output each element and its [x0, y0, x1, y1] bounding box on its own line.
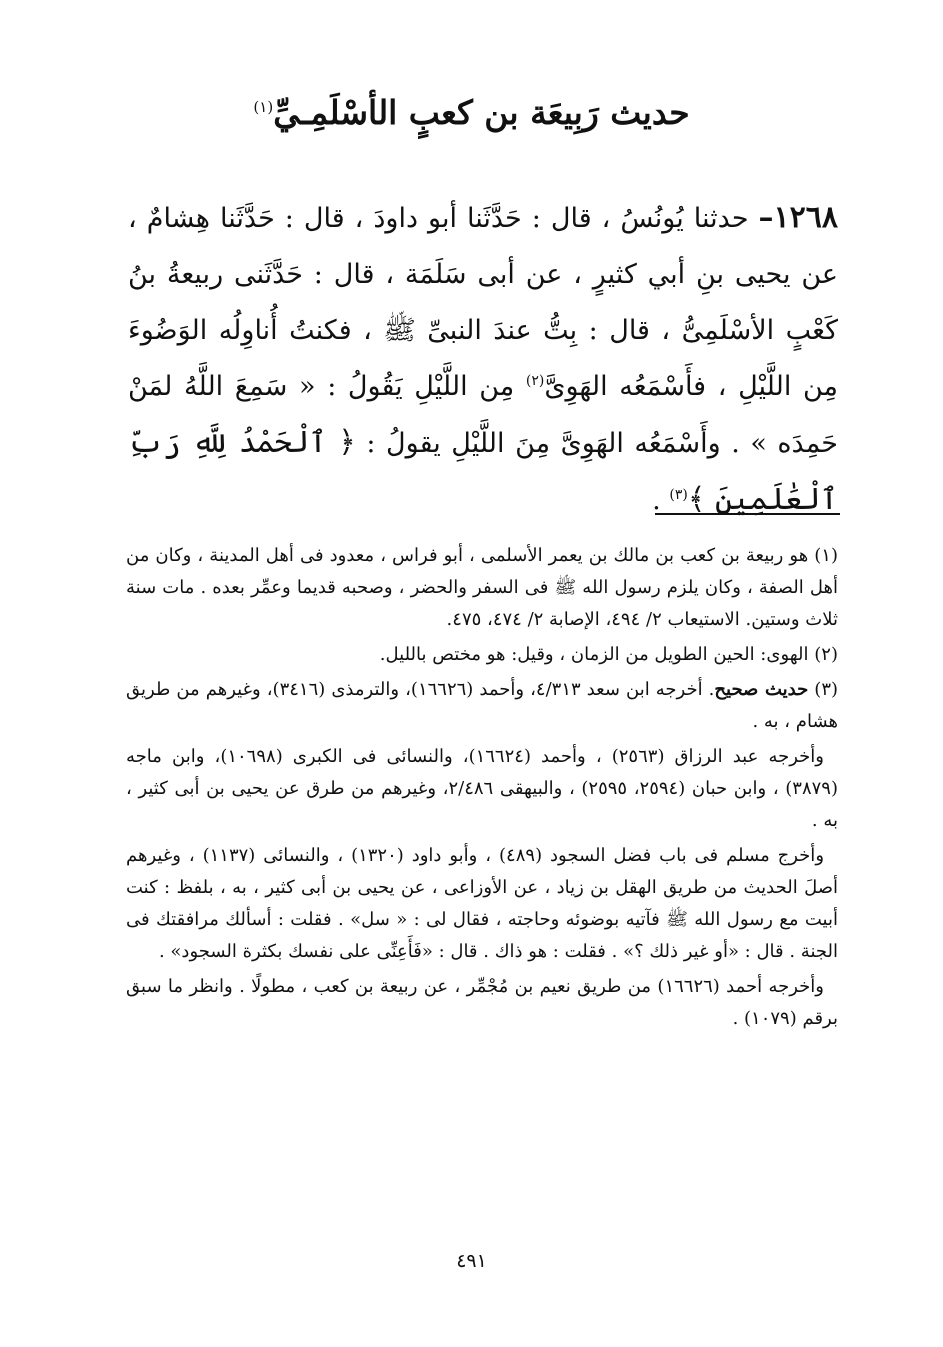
footnote-3-paragraph-b: وأخرج مسلم فى باب فضل السجود (٤٨٩) ، وأبو داود (١٣٢٠) ، والنسائى (١١٣٧) ، وغيرهم أصلَ الحديث من طريق الهقل بن زياد ، عن الأوزاعى ، عن يحيى بن أبى كثير ، به ، بلفظ : كنت أبيت مع رسول الله ﷺ فآتيه بوضوئه وحاجته ، فقال لى : « سل» . فقلت : أسألك مرافقتك فى الجنة . قال : «أو غير ذلك ؟» . فقلت : هو ذاك . قال : «فَأَعِنِّى على نفسك بكثرة السجود» .	[126, 845, 838, 962]
title-text: حديث رَبِيعَة بن كعبٍ الأسْلَمِـيِّ	[273, 93, 690, 132]
page-number: ٤٩١	[456, 1250, 487, 1272]
hadith-text-part-b: مِن اللَّيْلِ يَقُولُ : « سَمِعَ اللَّهُ لمَنْ حَمِدَه » . وأَسْمَعُه الهَوِىَّ مِنَ اللَّيْلِ يقولُ :	[128, 371, 838, 459]
footnote-3-text: . أخرجه ابن سعد ٤/٣١٣، وأحمد (١٦٦٢٦)، والترمذى (٣٤١٦)، وغيرهم من طريق هشام ، به .	[126, 679, 838, 732]
footnote-2: (٢) الهوى: الحين الطويل من الزمان ، وقيل: هو مختص بالليل.	[379, 644, 838, 665]
hadith-text	[128, 190, 838, 529]
page-title	[120, 82, 823, 138]
hadith-text-part-a: حدثنا يُونُسُ ، قال : حَدَّثَنا أبو داودَ ، قال : حَدَّثَنا هِشامٌ ، عن يحيى بنِ أبي كثيرٍ ، عن أبى سَلَمَة ، قال : حَدَّثَنى ربيعةُ بنُ كَعْبٍ الأسْلَمِىُّ ، قال : بِتُّ عندَ النبىِّ ﷺ ، فكنتُ أُناوِلُه الوَضُوءَ مِن اللَّيْلِ ، فأَسْمَعُه الهَوِىَّ	[128, 203, 838, 402]
hadith-number: ١٢٦٨–	[758, 200, 838, 235]
footnote-1: (١) هو ربيعة بن كعب بن مالك بن يعمر الأسلمى ، أبو فراس ، معدود فى أهل المدينة ، وكان من أهل الصفة ، وكان يلزم رسول الله ﷺ فى السفر والحضر ، وصحبه قديما وعمِّر بعده . مات سنة ثلاث وستين. الاستيعاب ٢/ ٤٩٤، الإصابة ٢/ ٤٧٤، ٤٧٥.	[126, 545, 838, 630]
footnote-3-paragraph-a: وأخرجه عبد الرزاق (٢٥٦٣) ، وأحمد (١٦٦٢٤)، والنسائى فى الكبرى (١٠٦٩٨)، وابن ماجه (٣٨٧٩) ، وابن حبان (٢٥٩٤، ٢٥٩٥) ، والبيهقى ٢/٤٨٦، وغيرهم من طرق عن يحيى بن أبى كثير ، به .	[126, 746, 838, 831]
footnote-marker-2: (٢)	[525, 373, 545, 389]
footnote-separator	[655, 513, 840, 515]
footnote-3	[126, 674, 838, 738]
title-footnote-marker: (١)	[253, 98, 274, 116]
footnote-3-label: (٣)	[814, 679, 839, 700]
quran-verse: ﴿ ٱلْحَمْدُ لِلَّهِ رَبِّ ٱلْعَٰلَمِينَ ﴾	[128, 425, 838, 517]
hadith-end: .	[652, 485, 661, 516]
footnote-3-paragraph-c: وأخرجه أحمد (١٦٦٢٦) من طريق نعيم بن مُجْمِّر ، عن ربيعة بن كعب ، مطولًا . وانظر ما سبق برقم (١٠٧٩) .	[126, 976, 838, 1029]
footnotes	[126, 540, 838, 1038]
footnote-marker-3: (٣)	[669, 487, 688, 503]
footnote-3-grade: حديث صحيح	[714, 679, 809, 700]
